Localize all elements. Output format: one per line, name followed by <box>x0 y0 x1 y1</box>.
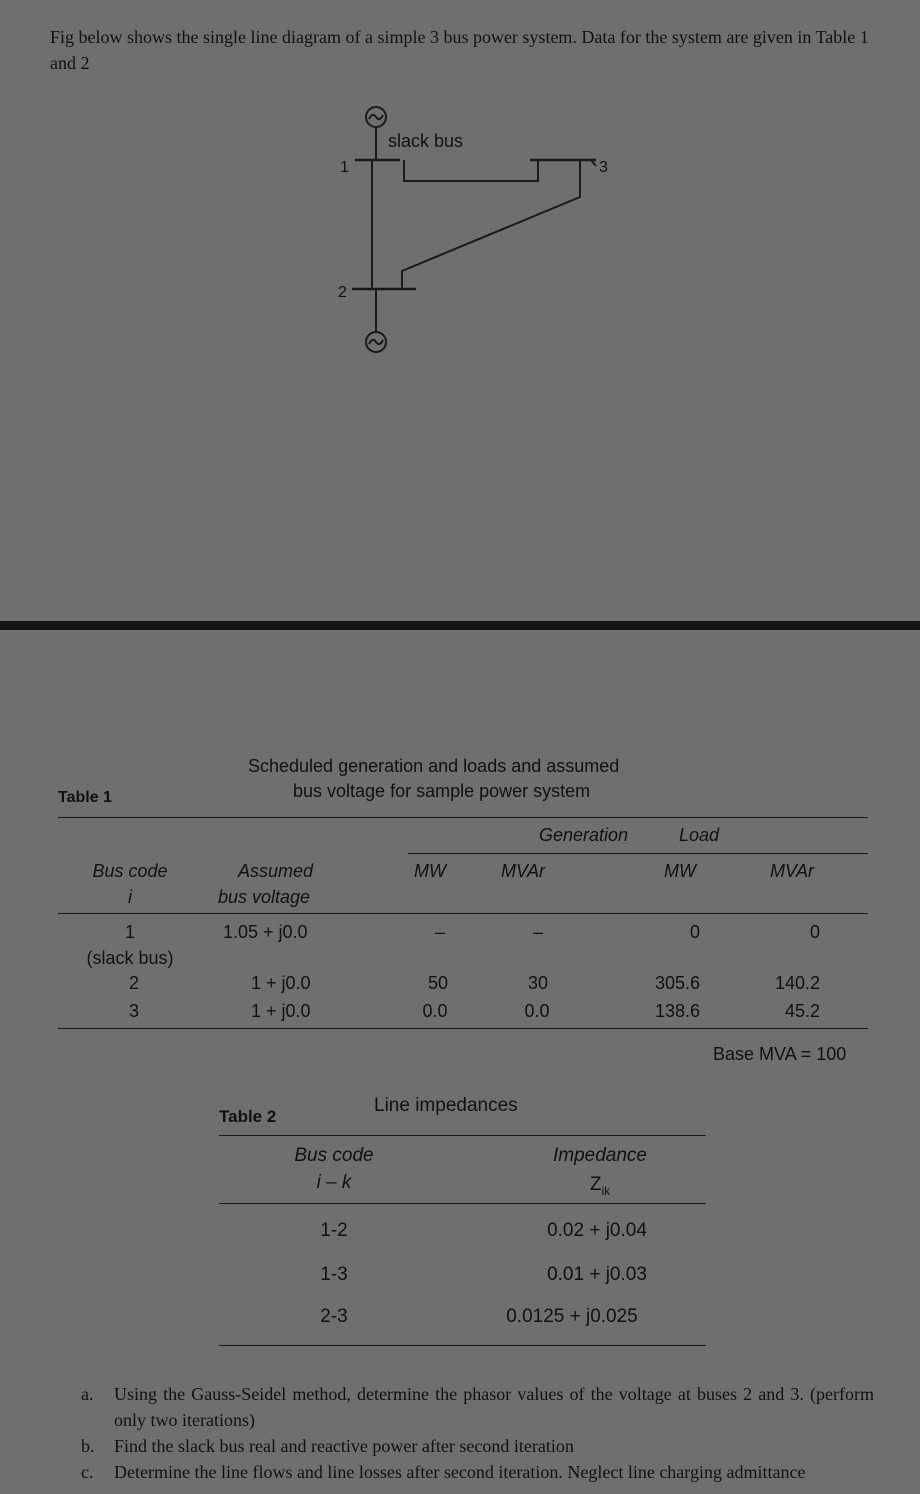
table2-col-z-subscript: ik <box>601 1183 611 1198</box>
table1-caption-line2: bus voltage for sample power system <box>293 781 591 801</box>
table2-row1-code: 1-2 <box>320 1220 348 1241</box>
table1-col-assumed: Assumed <box>238 861 314 881</box>
bus-2-label: 2 <box>338 284 347 301</box>
table2-header-rule <box>219 1203 706 1204</box>
table1-row3-load-mw: 138.6 <box>654 1001 700 1021</box>
table1-row3-load-mvar: 45.2 <box>784 1001 820 1021</box>
table1-row2-voltage: 1 + j0.0 <box>251 973 311 993</box>
table2-col-z <box>560 1174 640 1198</box>
table2-row3-code: 2-3 <box>320 1306 348 1327</box>
table1-col-bus-code: Bus code <box>92 861 168 881</box>
table1-row2-load-mvar: 140.2 <box>774 973 820 993</box>
table1-row1-load-mw: 0 <box>689 922 700 942</box>
table1-col-load-mw: MW <box>664 861 696 881</box>
table2-col-ik: i – k <box>316 1172 352 1193</box>
table1-caption-line1: Scheduled generation and loads and assumed <box>248 756 620 776</box>
intro-text: Fig below shows the single line diagram of a simple 3 bus power system. Data for the system are given in Table 1 and 2 <box>50 27 869 73</box>
table2-row1-impedance: 0.02 + j0.04 <box>547 1220 647 1241</box>
table1-col-bus-i: i <box>128 887 132 907</box>
table2-row2-code: 1-3 <box>320 1264 348 1285</box>
table2-top-rule <box>219 1135 706 1136</box>
single-line-diagram <box>0 0 920 620</box>
table1-row3-gen-mw: 0.0 <box>422 1001 448 1021</box>
table1-group-load: Load <box>679 825 720 845</box>
table1-row2-bus: 2 <box>128 973 139 993</box>
table2-col-bus-code: Bus code <box>294 1145 374 1166</box>
table1-group-rule <box>408 853 868 854</box>
table2-col-z-symbol: Z <box>589 1174 602 1195</box>
table1-group-generation: Generation <box>539 825 629 845</box>
question-a-text: Using the Gauss-Seidel method, determine the phasor values of the voltage at buses 2 and 3. (perform only two iterations) <box>114 1384 874 1430</box>
table1-row2-gen-mw: 50 <box>427 973 449 993</box>
question-b-letter: b. <box>81 1436 95 1456</box>
question-list <box>81 1381 881 1491</box>
table1-col-voltage: bus voltage <box>218 887 311 907</box>
question-c-letter: c. <box>81 1462 94 1482</box>
table1-row2-gen-mvar: 30 <box>527 973 549 993</box>
table2-caption: Line impedances <box>374 1095 518 1116</box>
table1-col-load-mvar: MVAr <box>770 861 815 881</box>
page-divider <box>0 621 920 630</box>
table1-label: Table 1 <box>58 789 112 806</box>
table1-row1-bus: 1 <box>124 922 135 942</box>
table2-row3-impedance: 0.0125 + j0.025 <box>506 1306 638 1327</box>
question-a-letter: a. <box>81 1384 94 1404</box>
table1-top-rule <box>58 817 868 818</box>
table1-col-gen-mvar: MVAr <box>501 861 546 881</box>
table1-row1-gen-mw: – <box>434 922 445 942</box>
table1-base-mva: Base MVA = 100 <box>713 1044 847 1064</box>
table1-row3-bus: 3 <box>128 1001 139 1021</box>
table2-label: Table 2 <box>219 1107 277 1126</box>
table1-row2-load-mw: 305.6 <box>654 973 700 993</box>
table1-row1-voltage: 1.05 + j0.0 <box>223 922 308 942</box>
table1-header-rule <box>58 913 868 914</box>
table1-row1-load-mvar: 0 <box>809 922 820 942</box>
question-b-text: Find the slack bus real and reactive power after second iteration <box>114 1436 574 1456</box>
table1-col-gen-mw: MW <box>414 861 446 881</box>
table2-row2-impedance: 0.01 + j0.03 <box>547 1264 647 1285</box>
table2-bottom-rule <box>219 1345 706 1346</box>
bus-3-label: 3 <box>599 159 608 176</box>
table2-col-impedance: Impedance <box>552 1145 647 1166</box>
bus-1-label: 1 <box>340 159 349 176</box>
table1-row3-voltage: 1 + j0.0 <box>251 1001 311 1021</box>
table1-row1-gen-mvar: – <box>532 922 543 942</box>
question-c-text: Determine the line flows and line losses after second iteration. Neglect line charging admittance <box>114 1462 806 1482</box>
table1-row3-gen-mvar: 0.0 <box>524 1001 550 1021</box>
table1-row1-note: (slack bus) <box>86 948 174 968</box>
slack-bus-label: slack bus <box>388 131 464 151</box>
table1-bottom-rule <box>58 1028 868 1029</box>
